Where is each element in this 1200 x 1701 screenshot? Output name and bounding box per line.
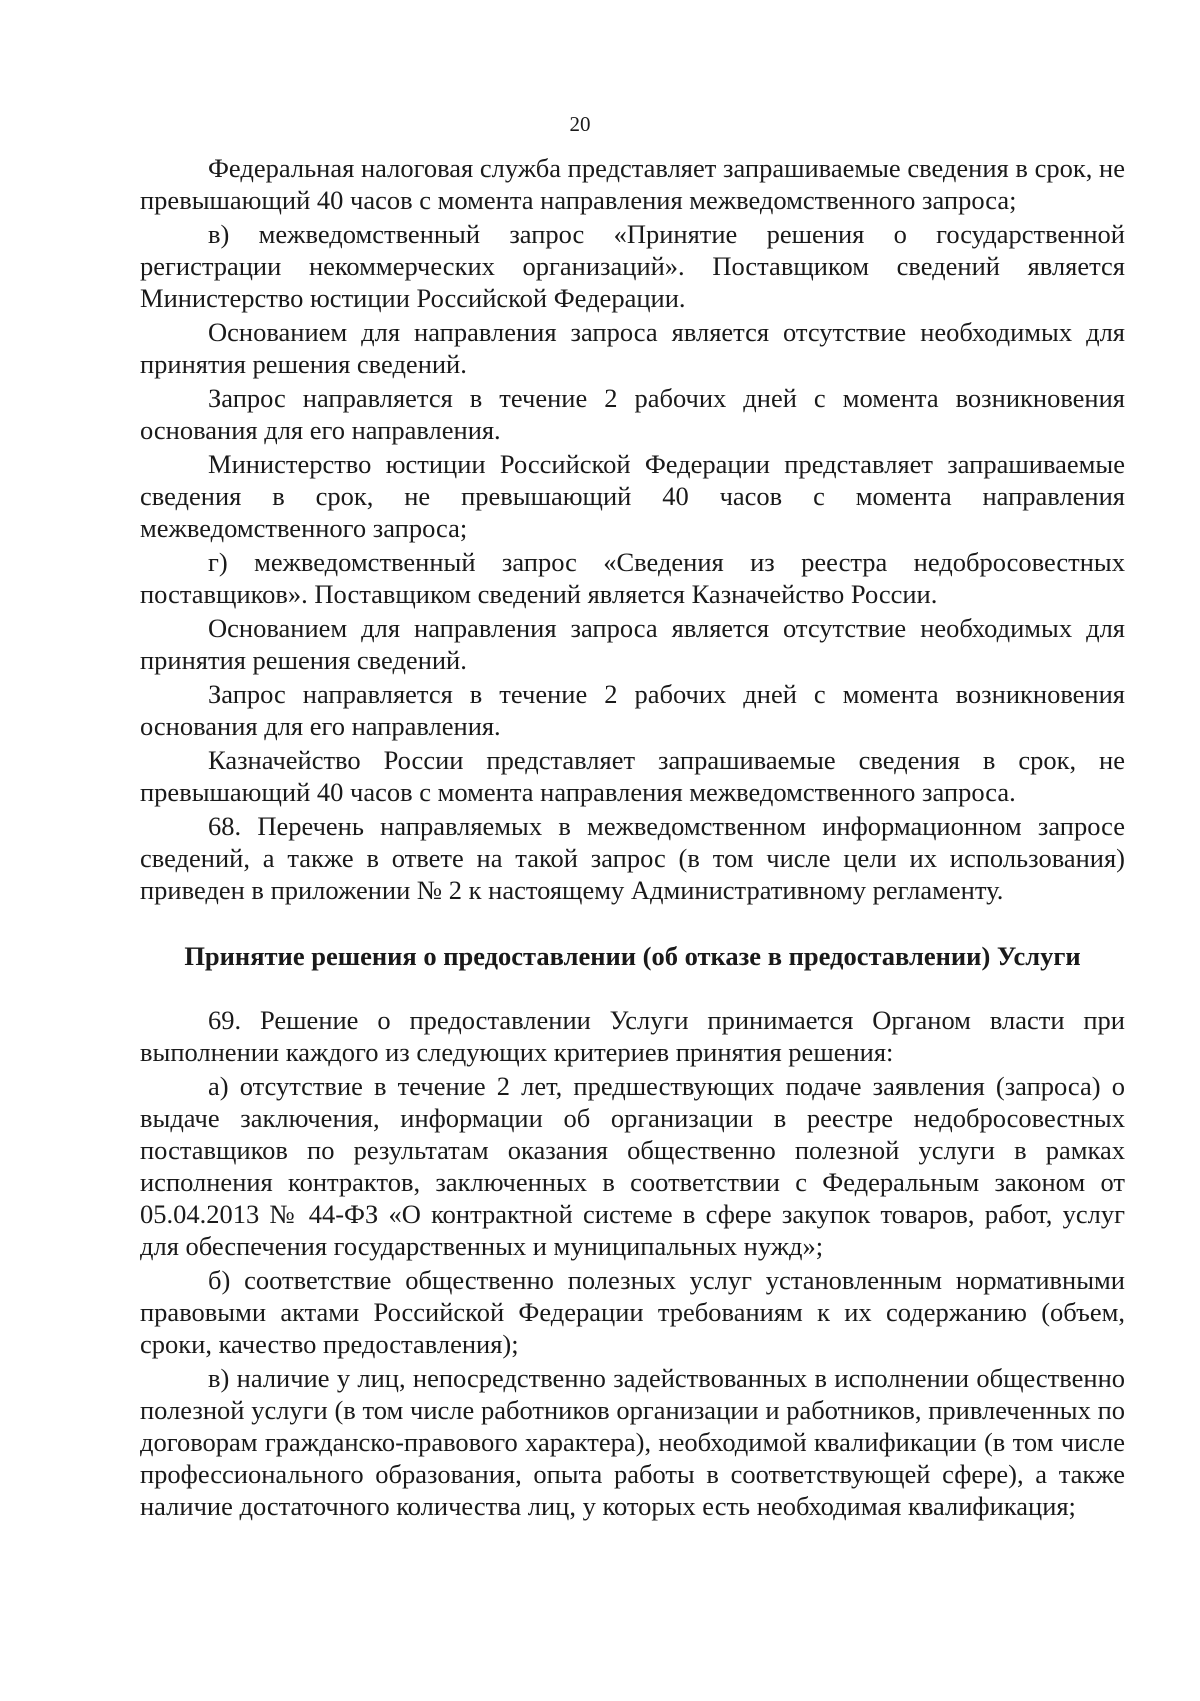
paragraph: Федеральная налоговая служба представляет запрашиваемые сведения в срок, не превышающий 40 часов с момента направления межведомственного запроса; bbox=[140, 153, 1125, 215]
paragraph: г) межведомственный запрос «Сведения из реестра недобросовестных поставщиков». Поставщиком сведений является Казначейство России. bbox=[140, 547, 1125, 609]
section-heading: Принятие решения о предоставлении (об отказе в предоставлении) Услуги bbox=[184, 941, 1081, 971]
paragraph: 68. Перечень направляемых в межведомственном информационном запросе сведений, а также в ответе на такой запрос (в том числе цели их использования) приведен в приложении № 2 к настоящему Административному регламенту. bbox=[140, 811, 1125, 905]
paragraph: в) наличие у лиц, непосредственно задействованных в исполнении общественно полезной услуги (в том числе работников организации и работников, привлеченных по договорам гражданско-правового характера), необходимой квалификации (в том числе профессионального образования, опыта работы в соответствующей сфере), а также наличие достаточного количества лиц, у которых есть необходимая квалификация; bbox=[140, 1363, 1125, 1521]
paragraph: а) отсутствие в течение 2 лет, предшествующих подаче заявления (запроса) о выдаче заключения, информации об организации в реестре недобросовестных поставщиков по результатам оказания общественно полезной услуги в рамках исполнения контрактов, заключенных в соответствии с Федеральным законом от 05.04.2013 № 44-ФЗ «О контрактной системе в сфере закупок товаров, работ, услуг для обеспечения государственных и муниципальных нужд»; bbox=[140, 1071, 1125, 1261]
paragraph: Казначейство России представляет запрашиваемые сведения в срок, не превышающий 40 часов с момента направления межведомственного запроса. bbox=[140, 745, 1125, 807]
document-body bbox=[140, 152, 1125, 1524]
paragraph: Основанием для направления запроса является отсутствие необходимых для принятия решения сведений. bbox=[140, 613, 1125, 675]
paragraph: Основанием для направления запроса является отсутствие необходимых для принятия решения сведений. bbox=[140, 317, 1125, 379]
paragraph: в) межведомственный запрос «Принятие решения о государственной регистрации некоммерческих организаций». Поставщиком сведений является Министерство юстиции Российской Федерации. bbox=[140, 219, 1125, 313]
paragraph: Министерство юстиции Российской Федерации представляет запрашиваемые сведения в срок, не превышающий 40 часов с момента направления межведомственного запроса; bbox=[140, 449, 1125, 543]
page-number: 20 bbox=[569, 112, 591, 136]
paragraph: 69. Решение о предоставлении Услуги принимается Органом власти при выполнении каждого из следующих критериев принятия решения: bbox=[140, 1005, 1125, 1067]
paragraph: б) соответствие общественно полезных услуг установленным нормативными правовыми актами Российской Федерации требованиям к их содержанию (объем, сроки, качество предоставления); bbox=[140, 1265, 1125, 1359]
paragraph: Запрос направляется в течение 2 рабочих дней с момента возникновения основания для его направления. bbox=[140, 679, 1125, 741]
paragraph: Запрос направляется в течение 2 рабочих дней с момента возникновения основания для его направления. bbox=[140, 383, 1125, 445]
